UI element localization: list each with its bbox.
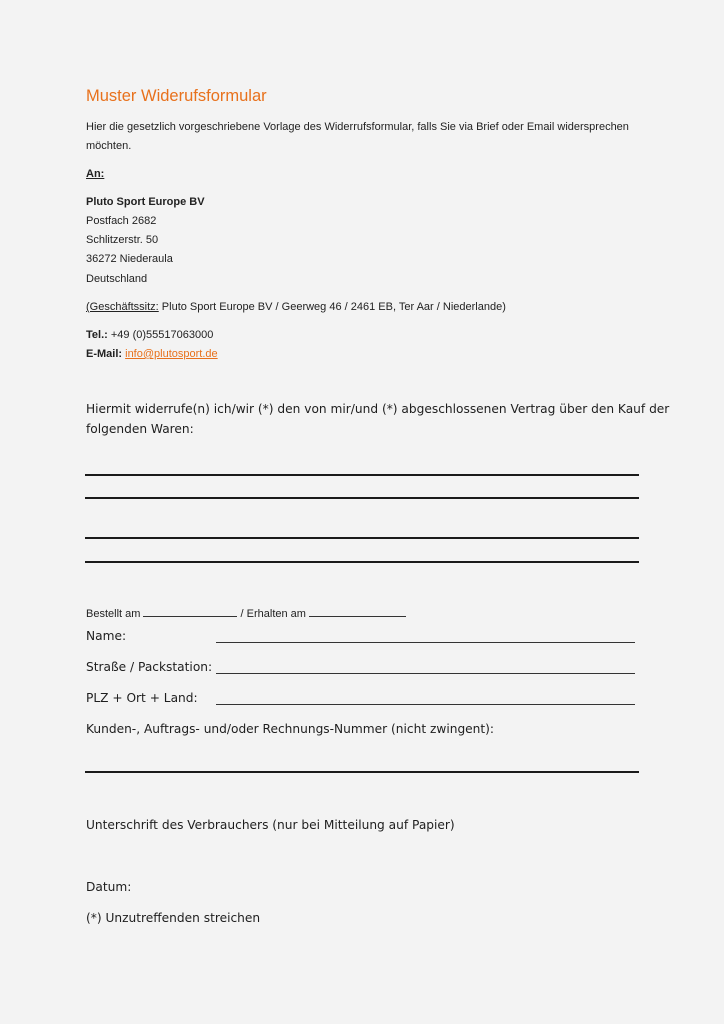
number-field[interactable] (85, 771, 639, 773)
email-label: E-Mail: (86, 348, 123, 360)
document-title: Muster Widerufsformular (86, 87, 267, 105)
name-field[interactable] (216, 642, 635, 643)
address-line: Postfach 2682 (86, 215, 157, 227)
zip-label: PLZ + Ort + Land: (86, 691, 198, 705)
date-label: Datum: (86, 880, 132, 894)
street-field[interactable] (216, 673, 635, 674)
address-line: Schlitzerstr. 50 (86, 234, 159, 246)
goods-line[interactable] (85, 537, 639, 539)
registered-office-label: (Geschäftssitz: (86, 301, 159, 313)
goods-line[interactable] (85, 497, 639, 499)
ordered-label: Bestellt am (86, 608, 141, 620)
statement-text-cont: folgenden Waren: (86, 422, 194, 436)
registered-office (86, 302, 506, 313)
address-line: 36272 Niederaula (86, 253, 173, 265)
dates-row (86, 607, 406, 620)
registered-office-text: Pluto Sport Europe BV / Geerweg 46 / 2461 EB, Ter Aar / Niederlande) (158, 301, 506, 313)
footnote: (*) Unzutreffenden streichen (86, 911, 261, 925)
email (86, 349, 218, 360)
email-link[interactable]: info@plutosport.de (125, 348, 218, 360)
intro-text-cont: möchten. (86, 140, 132, 152)
street-label: Straße / Packstation: (86, 660, 213, 674)
intro-text: Hier die gesetzlich vorgeschriebene Vorlage des Widerrufsformular, falls Sie via Brief oder Email widersprechen (86, 121, 629, 133)
company-name: Pluto Sport Europe BV (86, 196, 205, 208)
recipient-label: An: (86, 168, 105, 180)
goods-line[interactable] (85, 561, 639, 563)
name-label: Name: (86, 629, 127, 643)
phone-label: Tel.: (86, 329, 108, 341)
statement-text: Hiermit widerrufe(n) ich/wir (*) den von mir/und (*) abgeschlossenen Vertrag über den Kauf der (86, 402, 670, 416)
ordered-date-field[interactable] (143, 607, 237, 617)
number-label: Kunden-, Auftrags- und/oder Rechnungs-Nummer (nicht zwingent): (86, 722, 495, 736)
zip-field[interactable] (216, 704, 635, 705)
phone (86, 330, 213, 341)
received-label: / Erhalten am (237, 608, 310, 620)
address-line: Deutschland (86, 273, 148, 285)
phone-value: +49 (0)55517063000 (107, 329, 214, 341)
goods-line[interactable] (85, 474, 639, 476)
received-date-field[interactable] (309, 607, 406, 617)
signature-label: Unterschrift des Verbrauchers (nur bei Mitteilung auf Papier) (86, 818, 455, 832)
